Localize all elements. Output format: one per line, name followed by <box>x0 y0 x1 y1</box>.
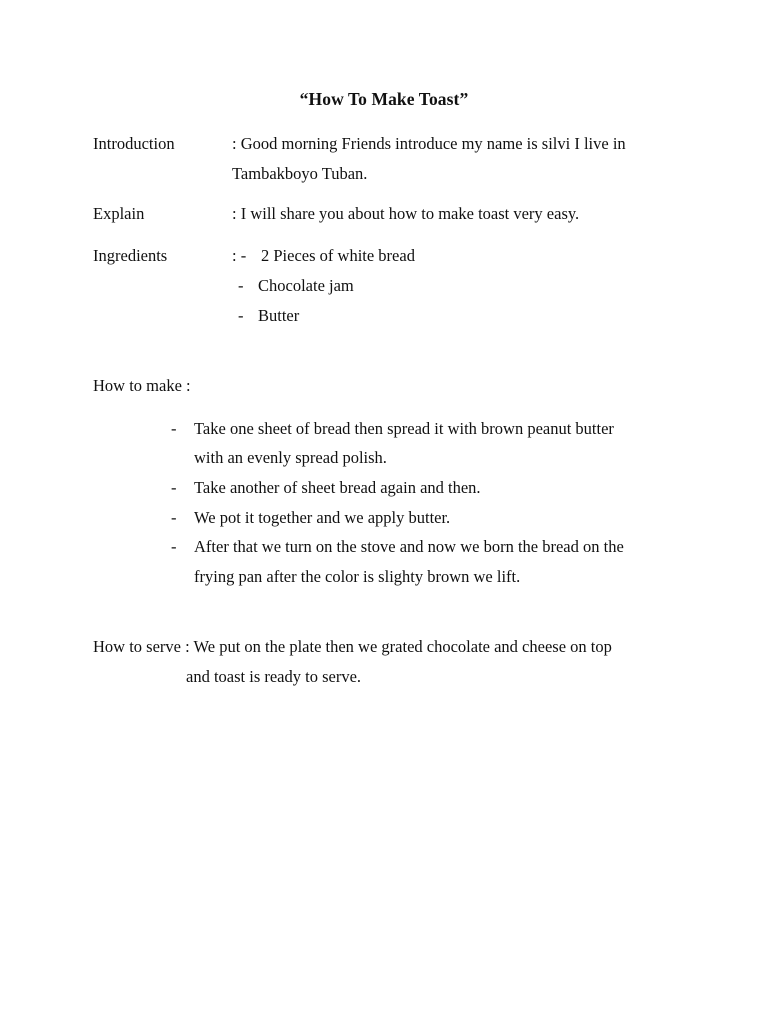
step-dash: - <box>171 419 177 438</box>
step-text: Take another of sheet bread again and then. <box>194 478 481 497</box>
ingredients-lead: : - <box>232 246 247 265</box>
ingredient-item: Butter <box>258 306 300 325</box>
step-text: We pot it together and we apply butter. <box>194 508 451 527</box>
explain-text: : I will share you about how to make toast very easy. <box>232 204 580 223</box>
introduction-text-line1: : Good morning Friends introduce my name is silvi I live in <box>232 134 626 153</box>
step-dash: - <box>171 478 177 497</box>
step-text-continued: with an evenly spread polish. <box>194 448 387 467</box>
step-dash: - <box>171 508 177 527</box>
introduction-text-line2: Tambakboyo Tuban. <box>232 164 368 183</box>
step-text: After that we turn on the stove and now we born the bread on the <box>194 537 624 556</box>
ingredient-item: 2 Pieces of white bread <box>261 246 415 265</box>
introduction-label: Introduction <box>93 134 175 153</box>
ingredients-label: Ingredients <box>93 246 168 265</box>
step-dash: - <box>171 537 177 556</box>
ingredient-item: Chocolate jam <box>258 276 354 295</box>
ingredient-dash: - <box>238 306 244 325</box>
how-to-make-label: How to make : <box>93 376 191 395</box>
explain-label: Explain <box>93 204 145 223</box>
document-title: “How To Make Toast” <box>299 89 469 109</box>
step-text-continued: frying pan after the color is slighty brown we lift. <box>194 567 521 586</box>
how-to-serve-text: How to serve : We put on the plate then we grated chocolate and cheese on top <box>93 637 612 656</box>
ingredient-dash: - <box>238 276 244 295</box>
how-to-serve-text-continued: and toast is ready to serve. <box>186 667 362 686</box>
step-text: Take one sheet of bread then spread it with brown peanut butter <box>194 419 614 438</box>
